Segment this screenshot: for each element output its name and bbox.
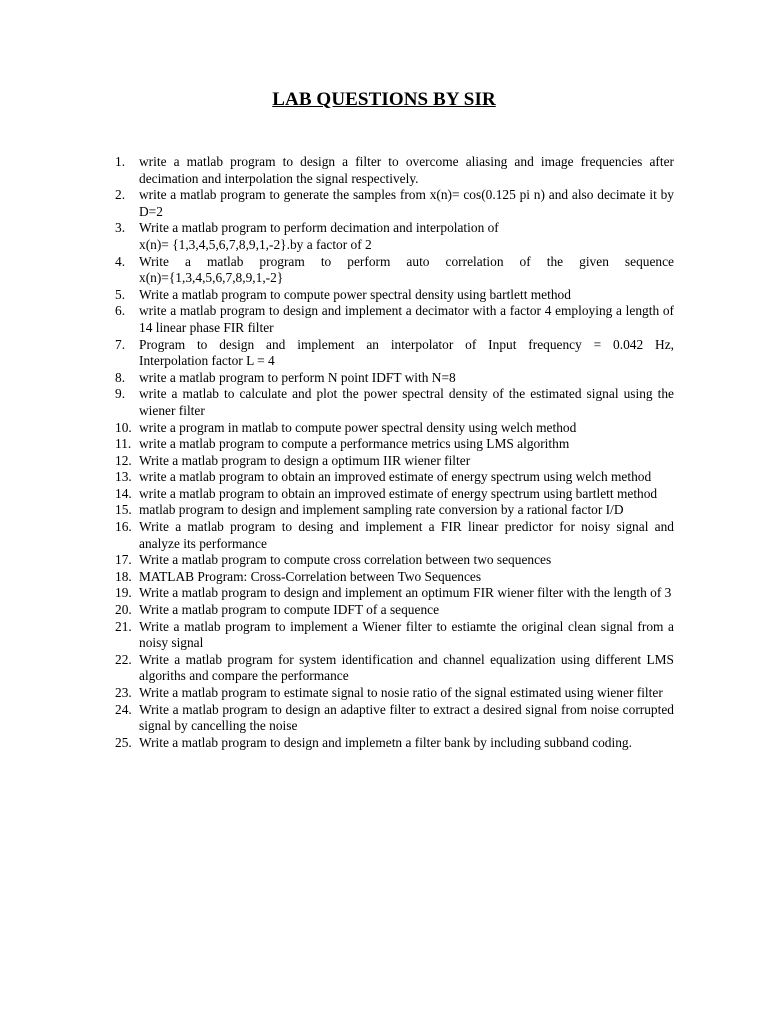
list-item-number: 11. (115, 436, 132, 452)
list-item-text: Write a matlab program to compute cross correlation between two sequences (139, 552, 552, 568)
list-item-text: Program to design and implement an interpolator of Input frequency = 0.042 Hz, (139, 336, 674, 352)
list-item-text: Write a matlab program to design a optimum IIR wiener filter (139, 452, 471, 468)
list-item-text: Write a matlab program to desing and implement a FIR linear predictor for noisy signal and analyze its performance (139, 519, 674, 551)
list-item (115, 701, 674, 735)
list-item-text: write a matlab program to obtain an improved estimate of energy spectrum using welch method (139, 469, 652, 485)
list-item-text: write a matlab program to generate the samples from x(n)= cos(0.125 pi n) and also decimate it by D=2 (139, 187, 674, 219)
list-item (115, 253, 674, 287)
list-item-number: 3. (115, 220, 126, 236)
list-item-number: 14. (115, 485, 132, 501)
list-item-text: Write a matlab program to perform decimation and interpolation of (139, 220, 499, 236)
list-item-text: MATLAB Program: Cross-Correlation between Two Sequences (139, 568, 482, 584)
list-item-number: 17. (115, 552, 132, 568)
list-item-text: Write a matlab program to design and implemetn a filter bank by including subband coding. (139, 734, 632, 750)
list-item-number: 4. (115, 253, 126, 269)
list-item-text-line2: x(n)={1,3,4,5,6,7,8,9,1,-2} (139, 270, 284, 286)
list-item (115, 336, 674, 370)
list-item-number: 19. (115, 585, 132, 601)
list-item-number: 7. (115, 336, 126, 352)
list-item-number: 18. (115, 568, 132, 584)
list-item-text: Write a matlab program to perform auto correlation of the given sequence (139, 253, 674, 269)
list-item-text: Write a matlab program to compute IDFT of a sequence (139, 602, 440, 618)
list-item-number: 13. (115, 469, 132, 485)
list-item-text: write a matlab program to obtain an improved estimate of energy spectrum using bartlett method (139, 485, 658, 501)
list-item-number: 20. (115, 602, 132, 618)
list-item (115, 386, 674, 419)
list-item-text: write a matlab program to perform N point IDFT with N=8 (139, 369, 456, 385)
list-item-number: 6. (115, 303, 126, 319)
list-item-text: write a program in matlab to compute power spectral density using welch method (139, 419, 577, 435)
list-item-number: 15. (115, 502, 132, 518)
list-item-number: 9. (115, 386, 126, 402)
list-item (115, 154, 674, 187)
list-item-text: write a matlab program to design and implement a decimator with a factor 4 employing a length of 14 linear phase FIR filter (139, 303, 674, 335)
list-item-number: 1. (115, 154, 126, 169)
list-item (115, 585, 674, 602)
list-item-number: 21. (115, 618, 132, 634)
list-item (115, 618, 674, 652)
list-item-text-line2: x(n)= {1,3,4,5,6,7,8,9,1,-2}.by a factor of 2 (139, 236, 372, 252)
list-item (115, 734, 674, 752)
list-item-number: 10. (115, 419, 132, 435)
list-item-text: write a matlab to calculate and plot the power spectral density of the estimated signal using the wiener filter (139, 386, 674, 418)
list-item-text: Write a matlab program to estimate signal to nosie ratio of the signal estimated using wiener filter (139, 685, 663, 700)
list-item-number: 25. (115, 734, 132, 750)
list-item (115, 220, 674, 253)
list-item-text: write a matlab program to compute a performance metrics using LMS algorithm (139, 436, 570, 452)
list-item-text: Write a matlab program to compute power spectral density using bartlett method (139, 286, 571, 302)
list-item-number: 5. (115, 286, 126, 302)
list-item (115, 485, 674, 503)
list-item-text: write a matlab program to design a filter to overcome aliasing and image frequencies after decimation and interpolation the signal respectively. (139, 154, 674, 186)
list-item (115, 685, 674, 702)
list-item (115, 651, 674, 685)
list-item-number: 12. (115, 452, 132, 468)
list-item-text: Write a matlab program to implement a Wiener filter to estiamte the original clean signal from a noisy signal (139, 618, 674, 651)
list-item-text: Write a matlab program for system identification and channel equalization using different LMS algoriths and compare the performance (139, 651, 674, 684)
list-item (115, 469, 674, 486)
list-item-number: 8. (115, 369, 126, 385)
list-item-text: Write a matlab program to design an adaptive filter to extract a desired signal from noise corrupted signal by cancelling the noise (139, 701, 674, 734)
list-item (115, 419, 674, 437)
list-item-text: matlab program to design and implement sampling rate conversion by a rational factor I/D (139, 502, 624, 518)
list-item-number: 2. (115, 187, 126, 203)
list-item (115, 436, 674, 453)
list-item-text: Write a matlab program to design and implement an optimum FIR wiener filter with the length of 3 (139, 585, 672, 601)
list-item-number: 23. (115, 685, 132, 700)
list-item (115, 303, 674, 336)
page-title: LAB QUESTIONS BY SIR (272, 89, 496, 110)
list-item (115, 369, 674, 387)
list-item-number: 16. (115, 519, 132, 535)
list-item (115, 568, 674, 586)
list-item (115, 602, 674, 619)
list-item (115, 286, 674, 304)
list-item-number: 24. (115, 701, 132, 717)
list-item-number: 22. (115, 651, 132, 667)
list-item (115, 187, 674, 220)
list-item (115, 502, 674, 519)
list-item (115, 452, 674, 470)
list-item (115, 519, 674, 552)
list-item (115, 552, 674, 569)
question-list (115, 154, 674, 751)
list-item-text-line2: Interpolation factor L = 4 (139, 353, 275, 369)
